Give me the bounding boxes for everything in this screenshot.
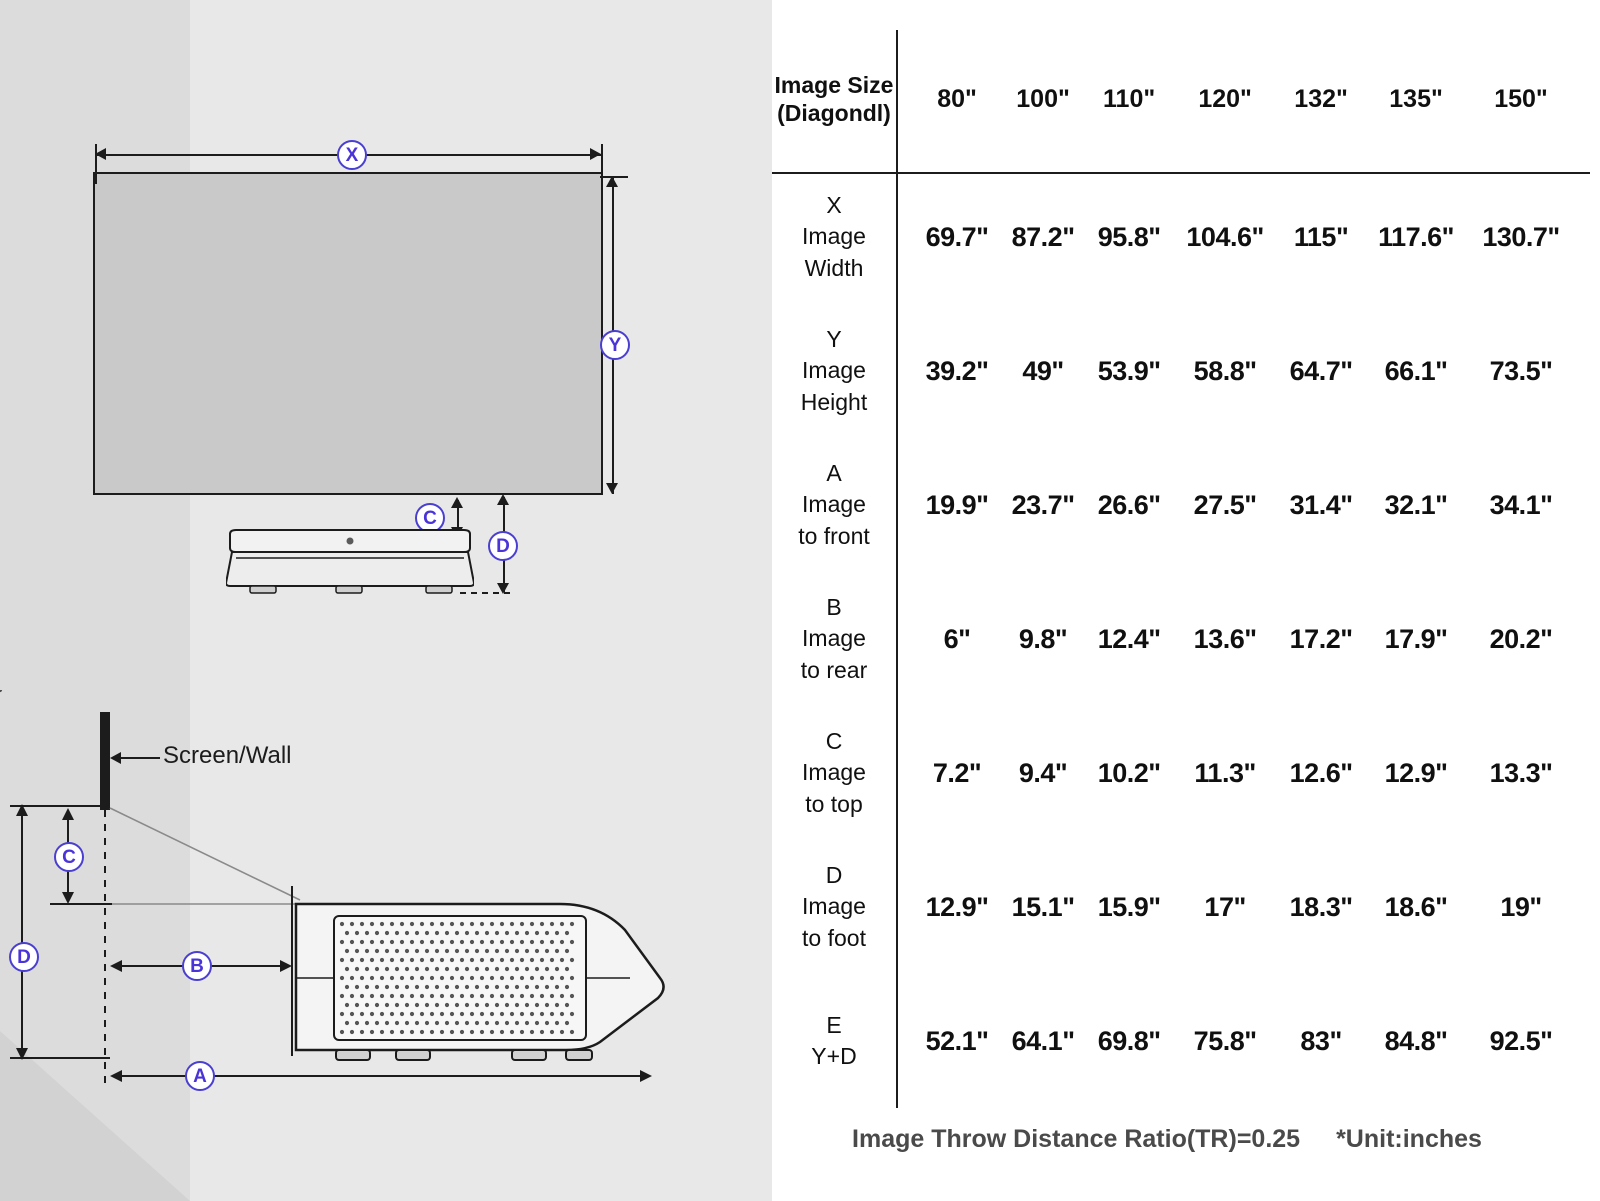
table-row	[754, 304, 1574, 438]
row-label-a-image-to-front	[754, 438, 914, 572]
row-label-line: X	[826, 192, 842, 219]
image-size-label-line1: Image Size	[774, 72, 894, 99]
cell-d-80: 12.9"	[925, 891, 989, 922]
cell-a-132: 31.4"	[1289, 489, 1353, 520]
cell-c-120: 11.3"	[1194, 757, 1256, 788]
row-label-line: E	[826, 1011, 842, 1038]
cell-e-135: 84.8"	[1384, 1025, 1448, 1056]
column-header-80: 80"	[937, 85, 977, 114]
row-label-line: Y	[826, 326, 842, 353]
cell-a-150: 34.1"	[1489, 489, 1553, 520]
row-label-line: C	[825, 728, 843, 755]
column-header-135: 135"	[1389, 85, 1443, 114]
row-label-line: Y+D	[811, 1043, 857, 1069]
projector-side-view	[0, 690, 772, 1110]
row-label-line: Image	[802, 491, 866, 518]
unit-note: *Unit:inches	[1336, 1125, 1482, 1153]
row-label-line: to top	[805, 790, 863, 817]
cell-y-132: 64.7"	[1289, 355, 1353, 386]
cell-e-150: 92.5"	[1489, 1025, 1553, 1056]
table-row	[754, 572, 1574, 706]
row-label-line: Height	[800, 388, 868, 415]
y-tick-top	[600, 176, 628, 178]
cell-b-132: 17.2"	[1289, 623, 1353, 654]
row-label-y-image-height	[754, 304, 914, 438]
badge-y: Y	[600, 330, 630, 360]
table-row	[754, 840, 1574, 974]
cell-e-110: 69.8"	[1097, 1025, 1161, 1056]
cell-b-150: 20.2"	[1489, 623, 1553, 654]
y-arrow-down-icon	[606, 483, 618, 494]
cell-e-120: 75.8"	[1193, 1025, 1257, 1056]
column-header-132: 132"	[1294, 85, 1348, 114]
cell-x-120: 104.6"	[1186, 221, 1264, 252]
cell-e-132: 83"	[1300, 1025, 1342, 1056]
cell-a-110: 26.6"	[1097, 489, 1161, 520]
x-tick-left	[95, 144, 97, 184]
table-corner-header	[754, 30, 914, 170]
x-tick-right	[601, 144, 603, 184]
row-label-line: B	[826, 594, 842, 621]
cell-b-100: 9.8"	[1018, 623, 1068, 654]
row-label-line: A	[826, 460, 842, 487]
row-label-line: to foot	[802, 924, 866, 951]
cell-b-135: 17.9"	[1384, 623, 1448, 654]
row-label-line: Image	[802, 357, 866, 384]
table-footnote	[772, 1125, 1562, 1154]
badge-b-side: B	[182, 951, 212, 981]
x-arrow-right-icon	[590, 148, 601, 160]
row-label-x-image-width	[754, 170, 914, 304]
row-label-d-image-to-foot	[754, 840, 914, 974]
cell-c-132: 12.6"	[1289, 757, 1353, 788]
cell-d-135: 18.6"	[1384, 891, 1448, 922]
cell-b-80: 6"	[943, 623, 971, 654]
throw-distance-table	[754, 30, 1574, 1108]
table-header-row	[754, 30, 1574, 170]
image-size-label-line2: (Diagondl)	[777, 100, 891, 126]
row-label-line: Image	[802, 759, 866, 786]
cell-a-120: 27.5"	[1193, 489, 1257, 520]
table-row	[754, 706, 1574, 840]
cell-x-132: 115"	[1293, 221, 1349, 252]
row-label-b-image-to-rear	[754, 572, 914, 706]
column-header-110: 110"	[1103, 85, 1156, 114]
cell-b-110: 12.4"	[1097, 623, 1161, 654]
column-header-120: 120"	[1198, 85, 1252, 114]
cell-a-135: 32.1"	[1384, 489, 1448, 520]
c-arrow-up-icon	[451, 497, 463, 508]
row-label-line: Width	[804, 254, 864, 281]
cell-y-120: 58.8"	[1193, 355, 1257, 386]
cell-y-135: 66.1"	[1384, 355, 1448, 386]
cell-d-100: 15.1"	[1011, 891, 1075, 922]
cell-x-135: 117.6"	[1378, 221, 1454, 252]
d-arrow-up-icon	[497, 494, 509, 505]
row-label-line: D	[825, 862, 843, 889]
badge-d-front: D	[488, 531, 518, 561]
cell-c-80: 7.2"	[932, 757, 982, 788]
cell-b-120: 13.6"	[1193, 623, 1257, 654]
cell-x-110: 95.8"	[1097, 221, 1161, 252]
cell-e-100: 64.1"	[1011, 1025, 1075, 1056]
cell-c-100: 9.4"	[1018, 757, 1068, 788]
cell-c-150: 13.3"	[1489, 757, 1553, 788]
row-label-line: Image	[802, 625, 866, 652]
projector-placement-diagram	[0, 0, 772, 1201]
badge-d-side: D	[9, 942, 39, 972]
row-label-line: Image	[802, 893, 866, 920]
table-row	[754, 170, 1574, 304]
cell-c-135: 12.9"	[1384, 757, 1448, 788]
badge-x: X	[337, 140, 367, 170]
row-label-line: Image	[802, 223, 866, 250]
screen-wall-label: Screen/Wall	[163, 742, 292, 769]
cell-d-120: 17"	[1204, 891, 1246, 922]
projector-front-view	[226, 528, 474, 598]
cell-x-80: 69.7"	[925, 221, 989, 252]
cell-a-100: 23.7"	[1011, 489, 1075, 520]
cell-e-80: 52.1"	[925, 1025, 989, 1056]
row-label-e-y-plus-d	[754, 974, 914, 1108]
screen-rectangle	[93, 172, 603, 495]
cell-d-110: 15.9"	[1097, 891, 1161, 922]
throw-ratio-note: Image Throw Distance Ratio(TR)=0.25	[852, 1125, 1301, 1153]
cell-d-150: 19"	[1500, 891, 1542, 922]
cell-y-80: 39.2"	[925, 355, 989, 386]
badge-c-front: C	[415, 503, 445, 533]
cell-a-80: 19.9"	[925, 489, 989, 520]
badge-c-side: C	[54, 842, 84, 872]
cell-y-150: 73.5"	[1489, 355, 1553, 386]
cell-x-100: 87.2"	[1011, 221, 1075, 252]
cell-x-150: 130.7"	[1482, 221, 1560, 252]
column-header-150: 150"	[1494, 85, 1548, 114]
badge-a-side: A	[185, 1061, 215, 1091]
row-label-line: to front	[798, 522, 870, 549]
column-header-100: 100"	[1016, 85, 1070, 114]
row-label-c-image-to-top	[754, 706, 914, 840]
specification-table-panel	[772, 0, 1600, 1201]
table-row	[754, 438, 1574, 572]
cell-y-100: 49"	[1022, 355, 1064, 386]
cell-c-110: 10.2"	[1097, 757, 1161, 788]
cell-d-132: 18.3"	[1289, 891, 1353, 922]
row-label-line: to rear	[800, 656, 868, 683]
cell-y-110: 53.9"	[1097, 355, 1161, 386]
table-row	[754, 974, 1574, 1108]
